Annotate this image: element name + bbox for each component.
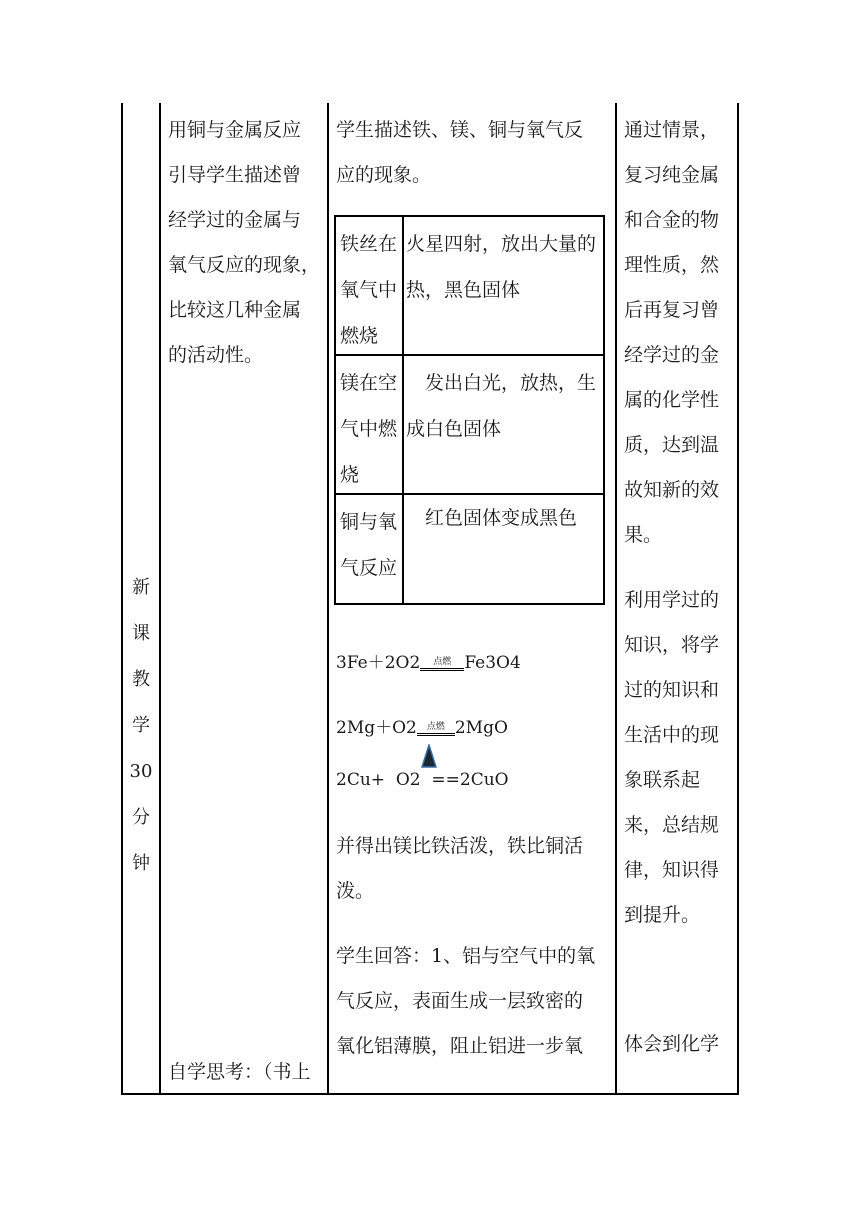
teacher-bottom-text: 自学思考：（书上 <box>168 1061 311 1083</box>
reaction-subject <box>340 360 402 498</box>
intent-text-line: 知识，将学 <box>624 634 720 656</box>
intent-text-line: 生活中的现 <box>624 724 720 746</box>
stage-char: 分 <box>132 807 150 828</box>
reaction-row-iron <box>336 217 603 356</box>
equation-magnesium <box>336 713 508 738</box>
table-divider-1 <box>159 103 161 1095</box>
teacher-activity-column <box>168 108 326 378</box>
stage-char: 30 <box>129 761 153 782</box>
design-intent-second <box>624 578 732 938</box>
equation-copper: 2Cu+ O2 ==2CuO <box>336 770 509 790</box>
intent-text-line: 象联系起 <box>624 769 701 791</box>
equals-bar <box>420 670 464 671</box>
stage-char: 学 <box>132 715 150 736</box>
intent-text-line: 经学过的金 <box>624 344 720 366</box>
student-text-line: 泼。 <box>336 880 375 902</box>
teacher-text-line: 的活动性。 <box>168 344 264 366</box>
intent-text-line: 过的知识和 <box>624 679 720 701</box>
table-divider-3 <box>615 103 617 1095</box>
student-conclusion <box>336 824 608 914</box>
equals-bar <box>417 733 455 734</box>
intent-text-line: 后再复习曾 <box>624 299 720 321</box>
design-intent-column <box>624 108 732 558</box>
student-intro <box>336 108 608 198</box>
reaction-result <box>406 221 601 313</box>
intent-text-line: 属的化学性 <box>624 389 720 411</box>
teacher-text-line: 引导学生描述曾 <box>168 164 302 186</box>
reaction-row-copper <box>336 495 603 605</box>
subject-line: 镁在空 <box>340 372 398 394</box>
intent-text-line: 通过情景， <box>624 119 720 141</box>
subject-line: 铁丝在 <box>340 233 398 255</box>
subject-line: 气中燃 <box>340 418 398 440</box>
stage-char: 新 <box>132 577 150 598</box>
intent-text-line: 理性质，然 <box>624 254 720 276</box>
table-divider-2 <box>327 103 329 1095</box>
intent-text-line: 果。 <box>624 524 663 546</box>
teacher-text-line: 氧气反应的现象， <box>168 254 321 276</box>
intent-text-line: 故知新的效 <box>624 479 720 501</box>
condition-label: 点燃 <box>433 657 452 667</box>
subject-line: 燃烧 <box>340 325 379 347</box>
intent-text-line: 律，知识得 <box>624 859 720 881</box>
subject-line: 氧气中 <box>340 279 398 301</box>
condition-label: 点燃 <box>426 722 445 732</box>
reaction-result <box>406 360 601 452</box>
student-text-line: 学生描述铁、镁、铜与氧气反 <box>336 119 584 141</box>
intent-text-line: 复习纯金属 <box>624 164 720 186</box>
reaction-result <box>406 495 601 541</box>
table-border-right <box>737 103 739 1095</box>
intent-text-line: 质，达到温 <box>624 434 720 456</box>
subject-line: 烧 <box>340 464 360 486</box>
reaction-table <box>334 215 605 605</box>
design-intent-bottom: 体会到化学 <box>624 1033 720 1055</box>
student-answer <box>336 934 608 1069</box>
stage-char: 钟 <box>132 853 150 874</box>
student-text-line: 氧化铝薄膜，阻止铝进一步氧 <box>336 1035 584 1057</box>
result-line: 红色固体变成黑色 <box>406 507 578 529</box>
intent-text-line: 和合金的物 <box>624 209 720 231</box>
equation-products: 2MgO <box>454 718 508 738</box>
student-text-line: 学生回答：1、铝与空气中的氧 <box>336 945 596 967</box>
teacher-text-line: 经学过的金属与 <box>168 209 302 231</box>
reaction-subject <box>340 499 402 591</box>
student-text-line: 气反应，表面生成一层致密的 <box>336 990 584 1012</box>
result-line: 成白色固体 <box>406 418 502 440</box>
student-text-line: 并得出镁比铁活泼，铁比铜活 <box>336 835 584 857</box>
equation-reactants: 3Fe＋2O2 <box>336 653 421 673</box>
reaction-row-magnesium <box>336 356 603 495</box>
result-line: 火星四射，放出大量的 <box>406 233 597 255</box>
result-line: 热，黑色固体 <box>406 279 521 301</box>
stage-char: 教 <box>132 669 150 690</box>
intent-text-line: 利用学过的 <box>624 589 720 611</box>
subject-line: 气反应 <box>340 557 398 579</box>
intent-text-line: 到提升。 <box>624 904 701 926</box>
stage-label-column <box>128 565 154 887</box>
subject-line: 铜与氧 <box>340 511 398 533</box>
teacher-text-line: 比较这几种金属 <box>168 299 302 321</box>
equation-reactants: 2Mg＋O2 <box>336 718 417 738</box>
result-line: 发出白光，放热，生 <box>406 372 597 394</box>
intent-text-line: 来，总结规 <box>624 814 720 836</box>
equation-products: Fe3O4 <box>464 653 521 673</box>
equation-iron <box>336 648 521 673</box>
student-text-line: 应的现象。 <box>336 164 432 186</box>
equals-bar <box>420 668 464 669</box>
table-border-left <box>121 103 123 1095</box>
heating-triangle-icon <box>421 744 437 768</box>
teacher-text-line: 用铜与金属反应 <box>168 119 302 141</box>
stage-char: 课 <box>132 623 150 644</box>
equals-bar <box>417 735 455 736</box>
reaction-subject <box>340 221 402 359</box>
